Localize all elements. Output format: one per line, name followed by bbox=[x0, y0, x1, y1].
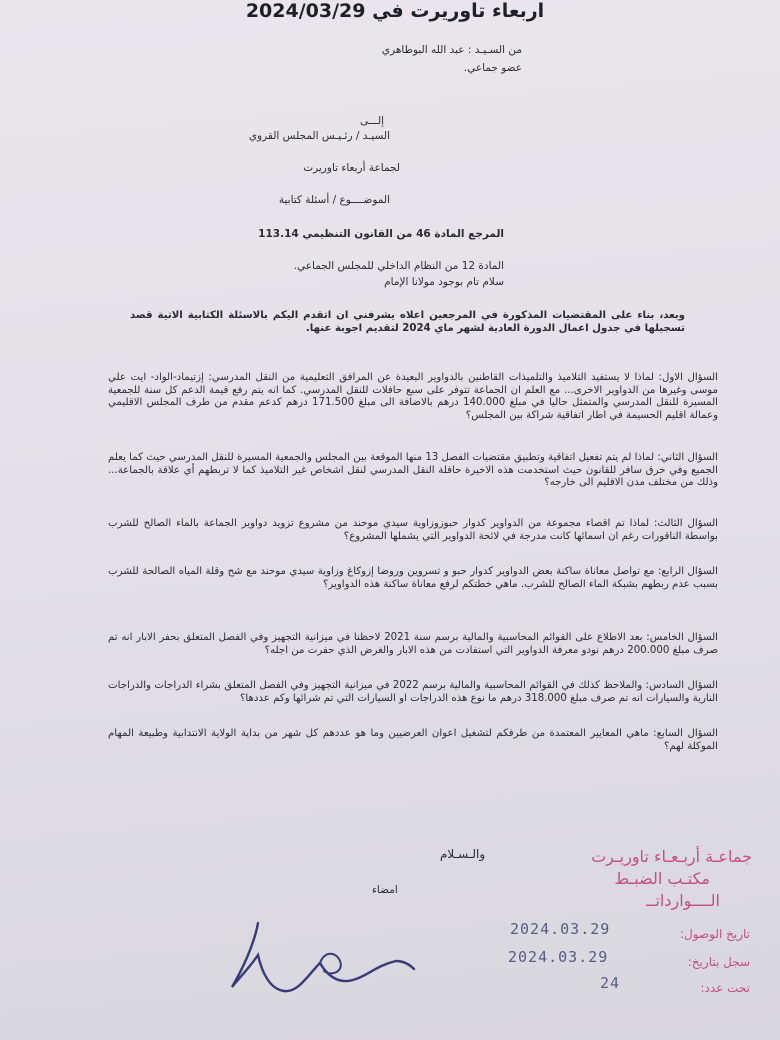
recipient-prefix: إلـــى bbox=[360, 115, 385, 127]
stamp-number-label: تحت عدد: bbox=[700, 981, 750, 995]
signature-label: امضاء bbox=[372, 884, 398, 896]
greeting-line: سلام تام بوجود مولانا الإمام bbox=[384, 276, 504, 288]
stamp-arrival-label: تاريخ الوصول: bbox=[679, 927, 750, 941]
reference-line-1: المرجع المادة 46 من القانون التنظيمي 113.14 bbox=[258, 228, 504, 240]
question-2: السؤال الثاني: لماذا لم يتم تفعيل اتفاقية وتطبيق مقتضيات الفصل 13 منها الموقعة بين المجلس والجمعية المسيرة للنقل المدرسي حيث كما يعلم الجميع وفي خرق سافر للقانون حيث استخدمت هذه الاخيرة حافلة النقل المدرسي لنقل اشخاص غير التلاميذ كما لا تربطهم أي علاقة بالجماعة... وذلك من مختلف مدن الاقليم الى خارجه؟ bbox=[108, 452, 718, 489]
question-4: السؤال الرابع: مع تواصل معاناة ساكنة بعض الدواوير كدوار حبو و تسروين وروضا إزوكاغ وزاوية سيدي موحند مع شح وقلة المياه الصالحة للشرب بسبب عدم ربطهم بشبكة الماء الصالح للشرب. ماهي خطتكم لرفع معاناة ساكنة هذه الدواوير؟ bbox=[108, 566, 718, 590]
stamp-number-value: 24 bbox=[600, 974, 621, 992]
recipient-line: السيـد / رئـيـس المجلس القروي bbox=[248, 130, 390, 142]
question-5: السؤال الخامس: بعد الاطلاع على القوائم المحاسبية والمالية برسم سنة 2021 لاحظنا في ميزانية التجهيز وفي الفصل المتعلق بحفر الابار انه تم صرف مبلغ 200.000 درهم نودو معرفة الدواوير التي استفادت من هذه الابار والغرض الذي حفرت من اجله؟ bbox=[108, 632, 718, 656]
stamp-register-date: 2024.03.29 bbox=[508, 948, 609, 966]
question-3: السؤال الثالث: لماذا تم اقصاء مجموعة من الدواوير كدوار حبوزوزاوية سيدي موحند من مشروع تزويد دواوير الجماعة بالماء الصالح للشرب بواسطة الناقورات رغم ان اسمائها كانت مدرجة في لائحة الدواوير التي يشملها المشروع؟ bbox=[108, 518, 718, 542]
subject-line: الموضــــوع / أسئلة كتابية bbox=[278, 194, 390, 206]
reference-line-2: المادة 12 من النظام الداخلي للمجلس الجماعي. bbox=[293, 260, 504, 272]
closing-salutation: والـسـلام bbox=[440, 847, 486, 861]
sender-role: عضو جماعي. bbox=[463, 62, 522, 74]
stamp-incoming-label: الــــوارداتــ bbox=[646, 891, 720, 910]
question-6: السؤال السادس: والملاحظ كذلك في القوائم المحاسبية والمالية برسم 2022 في ميزانية التجهيز وفي الفصل المتعلق بشراء الدراجات والدراجات النارية والسيارات انه تم صرف مبلغ 318.000 درهم ما نوع هذه الدراجات او السيارات التي تم شرائها وكم عددها؟ bbox=[108, 680, 718, 704]
recipient-organization: لجماعة أربعاء تاوريرت bbox=[303, 162, 400, 174]
stamp-arrival-date: 2024.03.29 bbox=[510, 920, 611, 938]
document-date-title: اربعاء تاوريرت في 2024/03/29 bbox=[245, 0, 545, 22]
sender-line: من السـيـد : عبد الله البوطاهري bbox=[381, 44, 522, 56]
intro-paragraph: وبعد، بناء على المقتضيات المذكورة في المرجعين اعلاه يشرفني ان اتقدم اليكم بالاسئلة الكتابية الاتية قصد تسجيلها في جدول اعمال الدورة العادية لشهر ماي 2024 لتقديم اجوبة عنها. bbox=[130, 310, 685, 334]
question-1: السؤال الاول: لماذا لا يستفيد التلاميذ والتلميذات القاطنين بالدواوير البعيدة عن المرافق التعليمية من النقل المدرسي: إزتيماد-الواد- ايت علي موسى وغيرها من الدواوير الاخرى... مع العلم ان الجماعة تتوفر على سبع حافلات للنقل المدرسي. كما انه يتم رفع قيمة الدعم كل سنة للجمعية المسيرة للنقل المدرسي والمتمثل حاليا في مبلغ 140.000 درهم بالاضافة الى مبلغ 171.500 درهم كدعم مقدم من طرف المجلس الاقليمي وعمالة اقليم الحسيمة في اطار اتفاقية شراكة بين المجلس؟ bbox=[108, 372, 719, 421]
stamp-register-label: سجل بتاريخ: bbox=[687, 955, 750, 969]
stamp-commune-name: جماعـة أربـعـاء تاوريـرت bbox=[591, 847, 752, 866]
handwritten-signature bbox=[228, 915, 418, 1005]
question-7: السؤال السابع: ماهي المعايير المعتمدة من طرفكم لتشغيل اعوان العرضيين وما هو عددهم كل شهر من بداية الولاية الانتدابية وطبيعة المهام الموكلة لهم؟ bbox=[108, 728, 718, 752]
stamp-office-name: مكتـب الضبـط bbox=[614, 869, 710, 888]
